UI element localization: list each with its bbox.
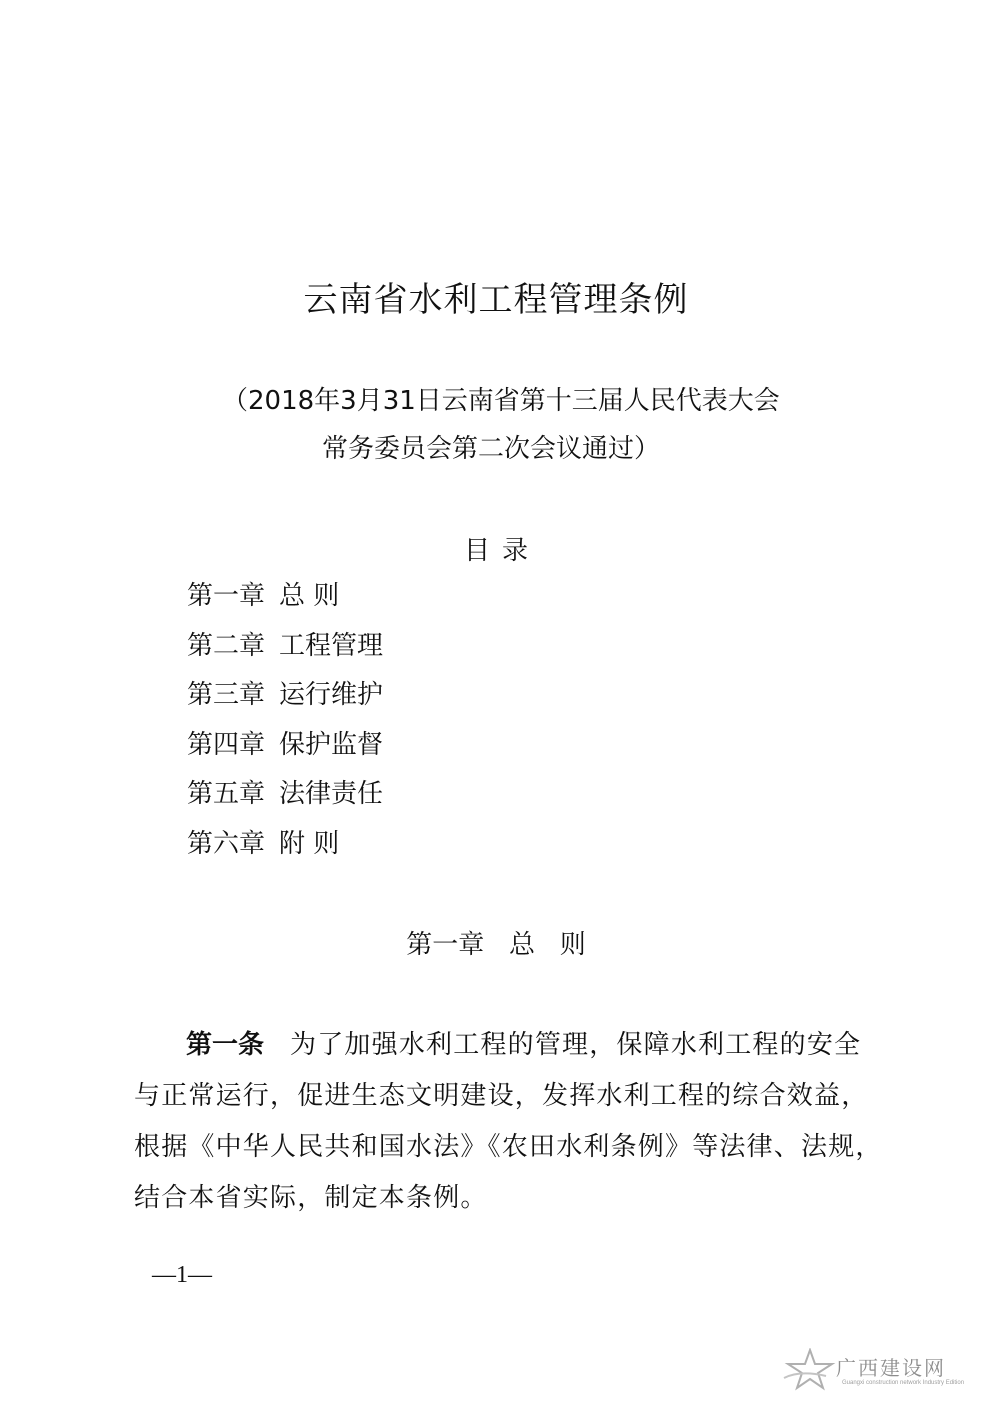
article-number: 第一条: [186, 1030, 265, 1060]
toc-chapter-number: 第二章: [187, 630, 266, 661]
toc-item: [187, 825, 383, 875]
toc-chapter-name: 保护监督: [279, 729, 384, 760]
toc-chapter-number: 第六章: [187, 828, 266, 859]
article-paragraph: [134, 1020, 884, 1224]
toc-heading: 目录: [463, 536, 540, 566]
watermark: [780, 1348, 980, 1396]
toc-chapter-name: 运行维护: [279, 680, 384, 711]
subtitle-line-1: （2018年3月31日云南省第十三届人民代表大会: [222, 386, 780, 416]
toc-chapter-name: 法律责任: [279, 779, 384, 810]
toc-chapter-name: 工程管理: [279, 630, 384, 661]
toc-chapter-name: 附 则: [279, 828, 340, 859]
subtitle-line-2: 常务委员会第二次会议通过）: [322, 434, 661, 464]
toc-chapter-name: 总 则: [279, 581, 340, 611]
toc-item: [187, 726, 383, 776]
toc-chapter-number: 第三章: [187, 680, 266, 711]
watermark-tagline: Guangxi construction network Industry Edition: [842, 1380, 965, 1386]
chapter-heading: 第一章 总 则: [406, 930, 586, 960]
toc-chapter-number: 第四章: [187, 729, 266, 760]
watermark-name: 广西建设网: [836, 1356, 946, 1380]
toc-chapter-number: 第五章: [187, 779, 266, 810]
table-of-contents: [187, 577, 383, 875]
article-text: 为了加强水利工程的管理，保障水利工程的安全与正常运行，促进生态文明建设，发挥水利工程的综合效益，根据《中华人民共和国水法》《农田水利条例》等法律、法规，结合本省实际，制定本条例。: [134, 1030, 883, 1213]
document-title: 云南省水利工程管理条例: [303, 280, 689, 320]
toc-item: [187, 577, 383, 627]
toc-item: [187, 676, 383, 726]
toc-item: [187, 775, 383, 825]
page-number: —1—: [152, 1262, 212, 1288]
toc-chapter-number: 第一章: [187, 581, 266, 611]
toc-item: [187, 627, 383, 677]
star-logo-icon: [780, 1348, 836, 1392]
